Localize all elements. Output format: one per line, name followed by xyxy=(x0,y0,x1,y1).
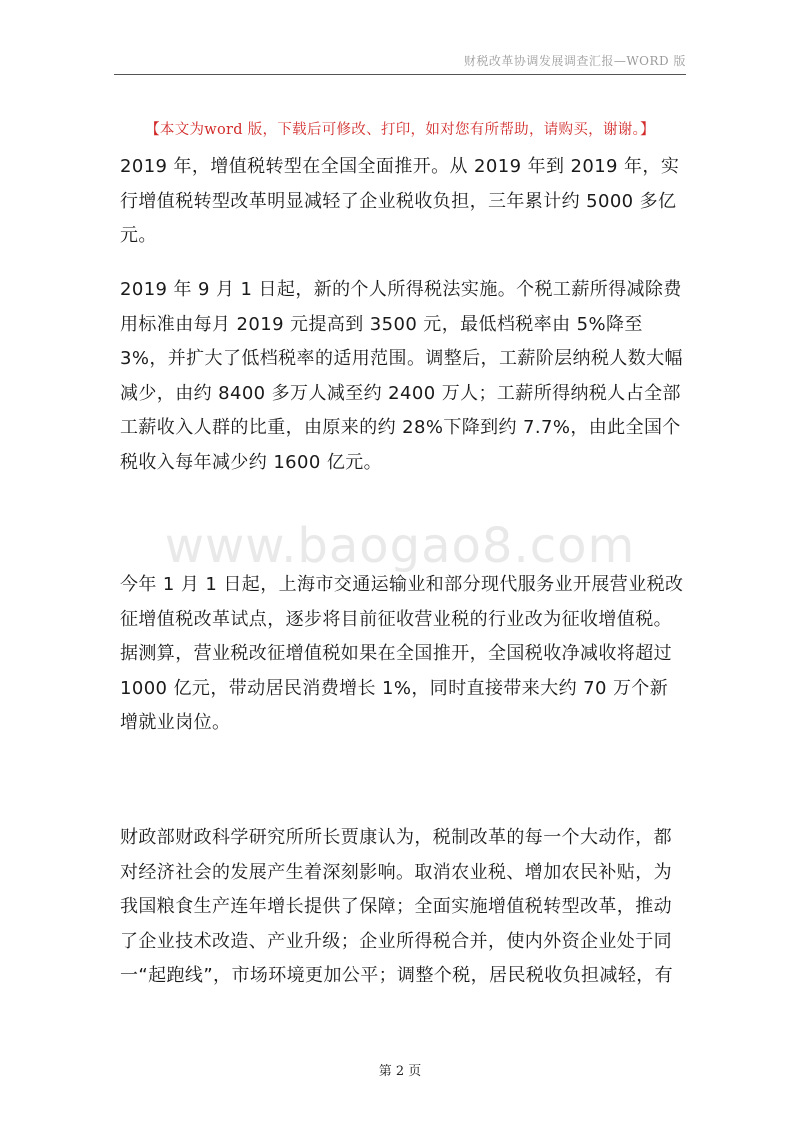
header-title: 财税改革协调发展调查汇报—WORD 版 xyxy=(463,54,686,68)
paragraph-3: 今年 1 月 1 日起，上海市交通运输业和部分现代服务业开展营业税改征增值税改革试点，逐步将目前征收营业税的行业改为征收增值税。据测算，营业税改征增值税如果在全国推开，全国税收净减收将超过 1000 亿元，带动居民消费增长 1%，同时直接带来大约 70 万个新增就业岗位。 xyxy=(120,574,684,733)
purchase-notice: 【本文为word 版，下载后可修改、打印，如对您有所帮助，请购买，谢谢。】 xyxy=(145,122,655,138)
page-number: 第 2 页 xyxy=(378,1064,422,1079)
paragraph-1: 2019 年，增值税转型在全国全面推开。从 2019 年到 2019 年，实行增值税转型改革明显减轻了企业税收负担，三年累计约 5000 多亿元。 xyxy=(120,156,680,246)
header-divider xyxy=(114,74,686,75)
paragraph-4: 财政部财政科学研究所所长贾康认为，税制改革的每一个大动作，都对经济社会的发展产生着深刻影响。取消农业税、增加农民补贴，为我国粮食生产连年增长提供了保障；全面实施增值税转型改革，推动了企业技术改造、产业升级；企业所得税合并，使内外资企业处于同一“起跑线”，市场环境更加公平；调整个税，居民税收负担减轻，有 xyxy=(120,827,674,986)
watermark: www.baogao8.com xyxy=(164,518,636,574)
paragraph-2: 2019 年 9 月 1 日起，新的个人所得税法实施。个税工薪所得减除费用标准由每月 2019 元提高到 3500 元，最低档税率由 5%降至 3%，并扩大了低档税率的适用范围。调整后，工薪阶层纳税人数大幅减少，由约 8400 多万人减至约 2400 万人；工薪所得纳税人占全部工薪收入人群的比重，由原来的约 28%下降到约 7.7%，由此全国个税收入每年减少约 1600 亿元。 xyxy=(120,279,683,473)
